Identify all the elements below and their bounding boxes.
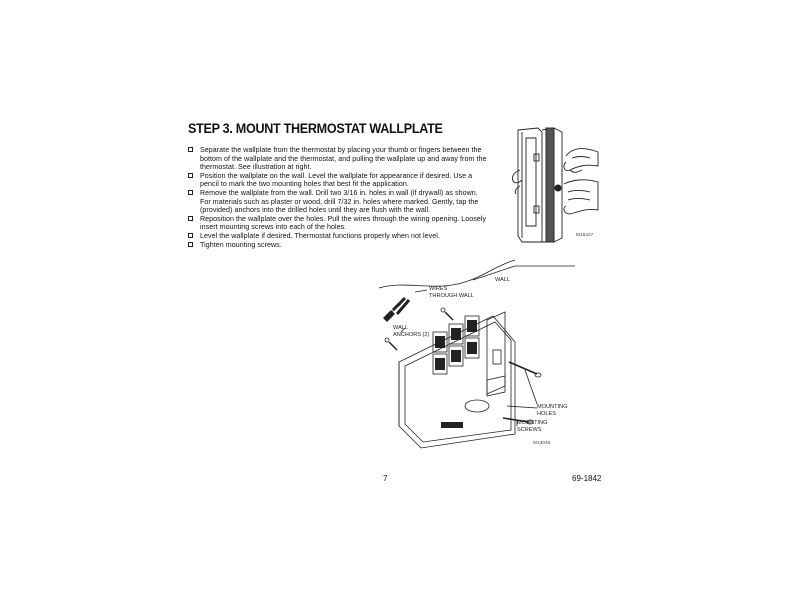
instruction-text: Tighten mounting screws. — [200, 240, 282, 249]
checkbox-icon — [188, 233, 193, 238]
checkbox-icon — [188, 147, 193, 152]
holes-label-line1: MOUNTING — [537, 404, 568, 410]
checkbox-icon — [188, 190, 193, 195]
screws-label-line1: MOUNTING — [517, 420, 548, 426]
page-title: STEP 3. MOUNT THERMOSTAT WALLPLATE — [188, 121, 443, 136]
wallplate-mounting-illustration — [375, 258, 575, 458]
wall-label: WALL — [495, 277, 511, 283]
checkbox-icon — [188, 173, 193, 178]
instruction-item — [188, 172, 488, 189]
instruction-item — [188, 215, 488, 232]
figure-code: M16427 — [576, 233, 594, 238]
wires-label-line1: WIRES — [429, 286, 448, 292]
instruction-text: Remove the wallplate from the wall. Drill two 3/16 in. holes in wall (if drywall) as shown. For materials such as plaster or wood, drill 7/32 in. holes where marked. Gently, tap the (provided) anchors into the drilled holes until they are flush with the wall. — [200, 188, 479, 215]
document-number: 69-1842 — [572, 474, 602, 483]
figure-code: M13046 — [533, 441, 551, 446]
instruction-item — [188, 232, 488, 241]
screws-label-line2: SCREWS — [517, 427, 542, 433]
instruction-text: Position the wallplate on the wall. Level the wallplate for appearance if desired. Use a pencil to mark the two mounting holes that best fit the application. — [200, 171, 473, 189]
checkbox-icon — [188, 242, 193, 247]
instruction-text: Reposition the wallplate over the holes. Pull the wires through the wiring opening. Loosely insert mounting screws into each of the holes. — [200, 214, 487, 232]
instruction-text: Level the wallplate if desired. Thermostat functions properly when not level. — [200, 231, 440, 240]
separate-wallplate-illustration — [512, 126, 600, 246]
page-number: 7 — [383, 474, 388, 483]
anchors-label-line2: ANCHORS (2) — [393, 332, 430, 338]
instruction-item — [188, 189, 488, 215]
anchors-label-line1: WALL — [393, 325, 409, 331]
instruction-text: Separate the wallplate from the thermostat by placing your thumb or fingers between the bottom of the wallplate and the thermostat, and pulling the wallplate up and away from the thermostat. See illustration at right. — [200, 146, 487, 172]
instruction-item — [188, 241, 488, 250]
instruction-item — [188, 146, 488, 172]
instruction-list — [188, 146, 488, 249]
holes-label-line2: HOLES — [537, 411, 556, 417]
checkbox-icon — [188, 216, 193, 221]
wires-label-line2: THROUGH WALL — [429, 293, 474, 299]
